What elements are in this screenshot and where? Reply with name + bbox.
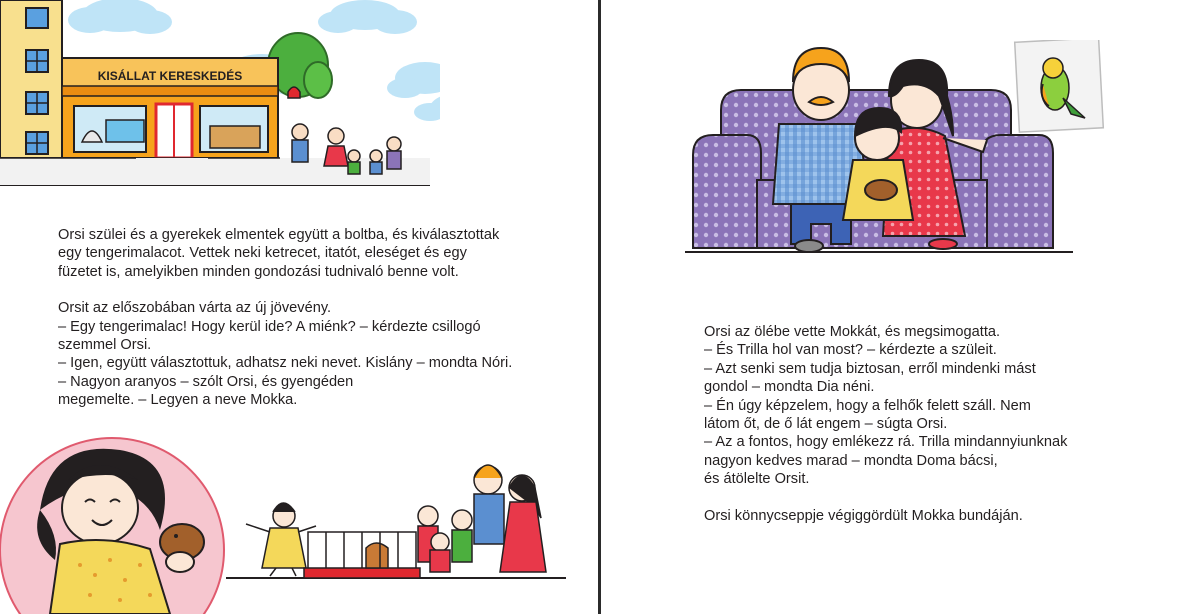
text-line: Orsit az előszobában várta az új jövevény. <box>58 300 332 317</box>
text-line: – Én úgy képzelem, hogy a felhők felett száll. Nem <box>704 397 1031 414</box>
family-on-sofa-illustration <box>681 40 1121 260</box>
text-line: és átölelte Orsit. <box>704 471 810 488</box>
text-line: Orsi az ölébe vette Mokkát, és megsimogatta. <box>704 324 1001 340</box>
right-page <box>601 0 1200 614</box>
text-line: gondol – mondta Dia néni. <box>704 379 875 396</box>
girl-holding-guinea-pig <box>0 430 230 614</box>
text-line: nagyon kedves marad – mondta Doma bácsi, <box>704 452 998 469</box>
text-line: – Egy tengerimalac! Hogy kerül ide? A miénk? – kérdezte csillogó <box>58 318 481 335</box>
text-line: Orsi könnycseppje végiggördült Mokka bundáján. <box>704 507 1023 524</box>
family-with-cage <box>226 450 566 585</box>
left-page <box>0 0 598 614</box>
text-line: megemelte. – Legyen a neve Mokka. <box>58 392 298 409</box>
right-text <box>704 323 1067 543</box>
text-line: – Azt senki sem tudja biztosan, erről mindenki mást <box>704 360 1036 377</box>
right-paragraph-1 <box>704 323 1067 489</box>
text-line: – Az a fontos, hogy emlékezz rá. Trilla mindannyiunknak <box>704 434 1068 451</box>
right-paragraph-2 <box>704 507 1067 525</box>
text-line: – És Trilla hol van most? – kérdezte a szüleit. <box>704 342 997 359</box>
cage <box>304 532 420 578</box>
pet-shop-illustration <box>0 0 440 190</box>
text-line: látom őt, de ő lát engem – súgta Orsi. <box>704 416 948 433</box>
text-line: füzetet is, amelyikben minden gondozási tudnivaló benne volt. <box>58 263 459 280</box>
shop-sign: KISÁLLAT KERESKEDÉS <box>97 69 243 83</box>
text-line: Orsi szülei és a gyerekek elmentek együtt a boltba, és kiválasztottak <box>58 227 500 243</box>
text-line: – Igen, együtt választottuk, adhatsz neki nevet. Kislány – mondta Nóri. <box>58 355 513 372</box>
text-line: – Nagyon aranyos – szólt Orsi, és gyengéden <box>58 373 354 390</box>
left-text <box>58 226 512 428</box>
text-line: egy tengerimalacot. Vettek neki ketrecet, itatót, eleséget és egy <box>58 245 467 262</box>
parrot-picture <box>1015 40 1104 132</box>
left-paragraph-1 <box>58 226 512 281</box>
text-line: szemmel Orsi. <box>58 337 152 354</box>
left-paragraph-2 <box>58 299 512 409</box>
